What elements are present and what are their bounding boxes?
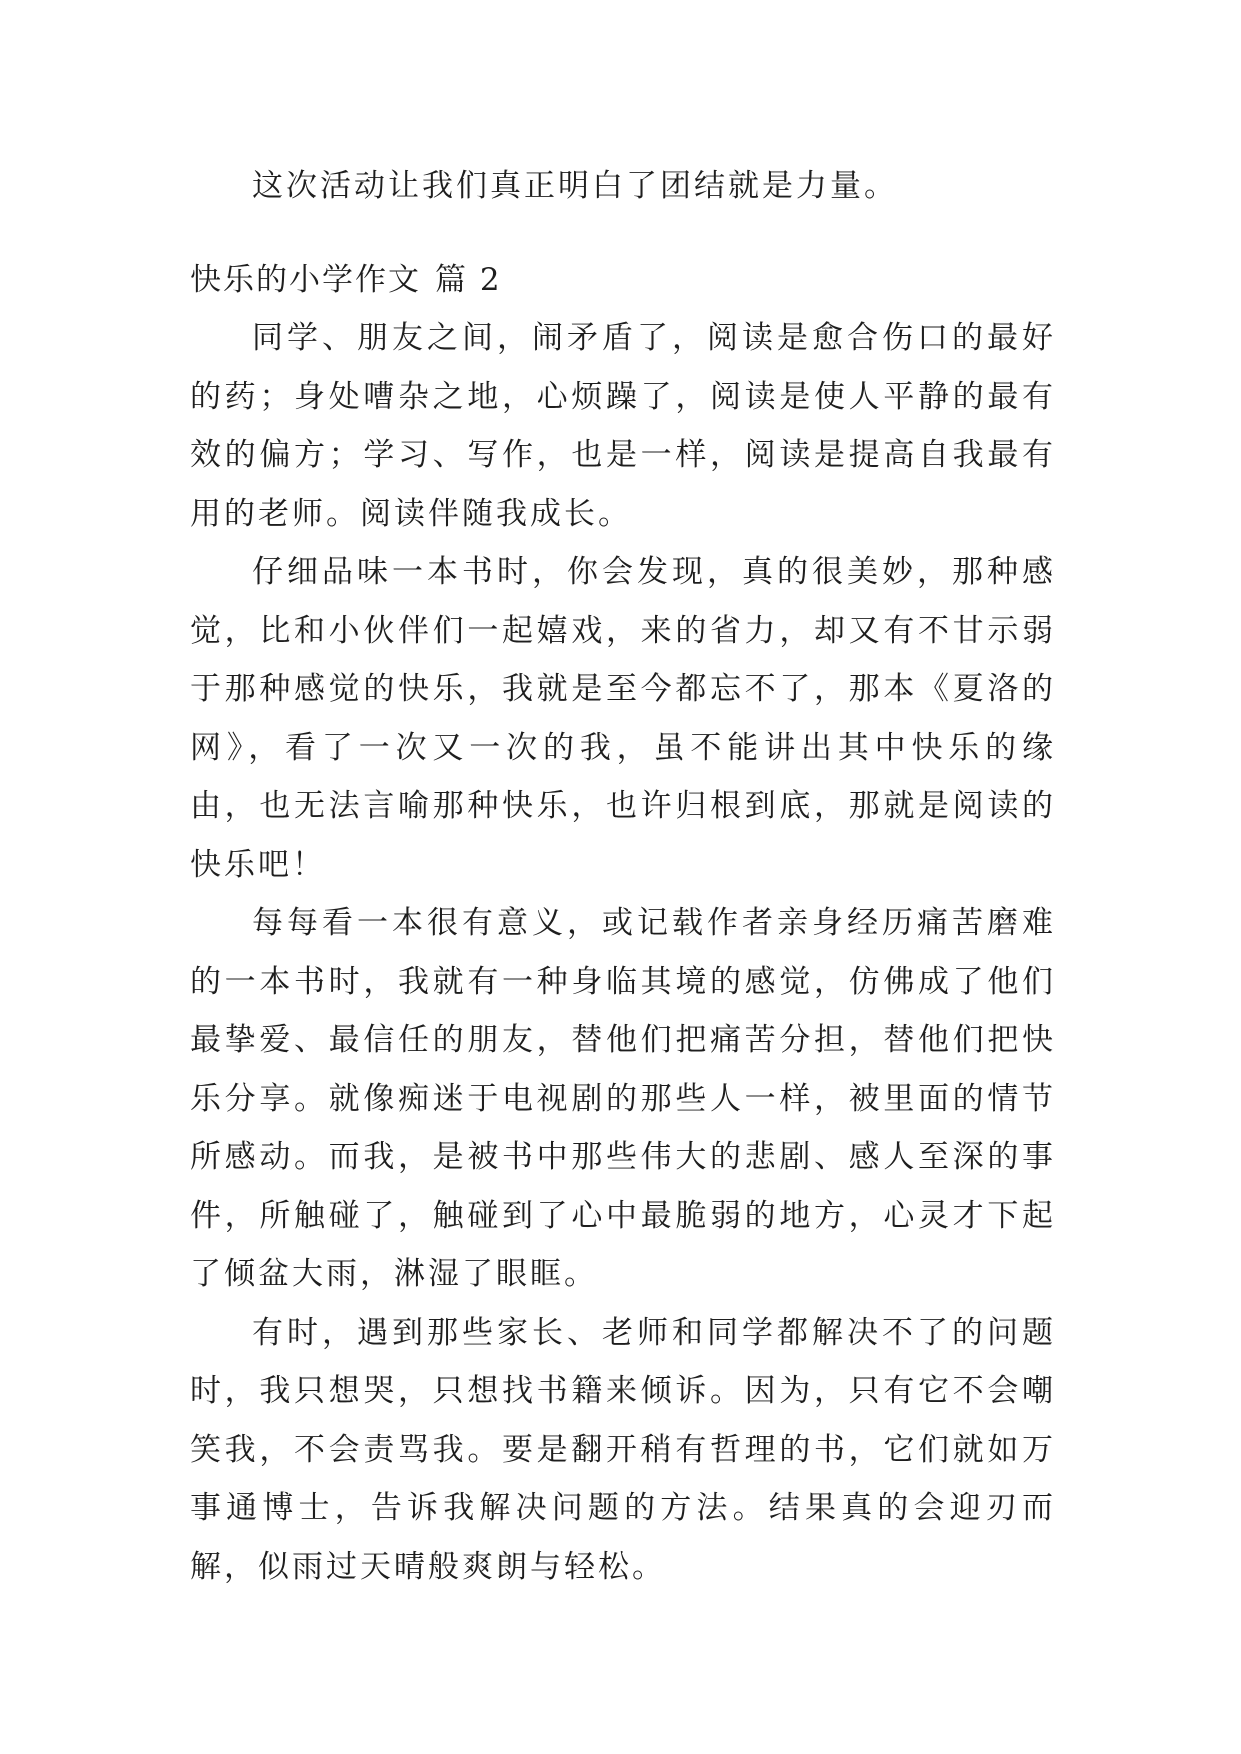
section-heading [190,251,1056,310]
paragraph-1: 同学、朋友之间，闹矛盾了，阅读是愈合伤口的最好的药；身处嘈杂之地，心烦躁了，阅读是使人平静的最有效的偏方；学习、写作，也是一样，阅读是提高自我最有用的老师。阅读伴随我成长。 [190,320,1056,532]
heading-section-number: 篇 2 [435,261,502,298]
paragraph-4: 有时，遇到那些家长、老师和同学都解决不了的问题时，我只想哭，只想找书籍来倾诉。因为，只有它不会嘲笑我，不会责骂我。要是翻开稍有哲理的书，它们就如万事通博士，告诉我解决问题的方法。结果真的会迎刃而解，似雨过天晴般爽朗与轻松。 [190,1314,1056,1585]
heading-title: 快乐的小学作文 [190,261,421,298]
intro-paragraph: 这次活动让我们真正明白了团结就是力量。 [252,168,898,204]
paragraph-3: 每每看一本很有意义，或记载作者亲身经历痛苦磨难的一本书时，我就有一种身临其境的感觉，仿佛成了他们最挚爱、最信任的朋友，替他们把痛苦分担，替他们把快乐分享。就像痴迷于电视剧的那些人一样，被里面的情节所感动。而我，是被书中那些伟大的悲剧、感人至深的事件，所触碰了，触碰到了心中最脆弱的地方，心灵才下起了倾盆大雨，淋湿了眼眶。 [190,905,1056,1292]
document-body [190,157,1056,1596]
paragraph-2: 仔细品味一本书时，你会发现，真的很美妙，那种感觉，比和小伙伴们一起嬉戏，来的省力，却又有不甘示弱于那种感觉的快乐，我就是至今都忘不了，那本《夏洛的网》，看了一次又一次的我，虽不能讲出其中快乐的缘由，也无法言喻那种快乐，也许归根到底，那就是阅读的快乐吧！ [190,554,1056,883]
